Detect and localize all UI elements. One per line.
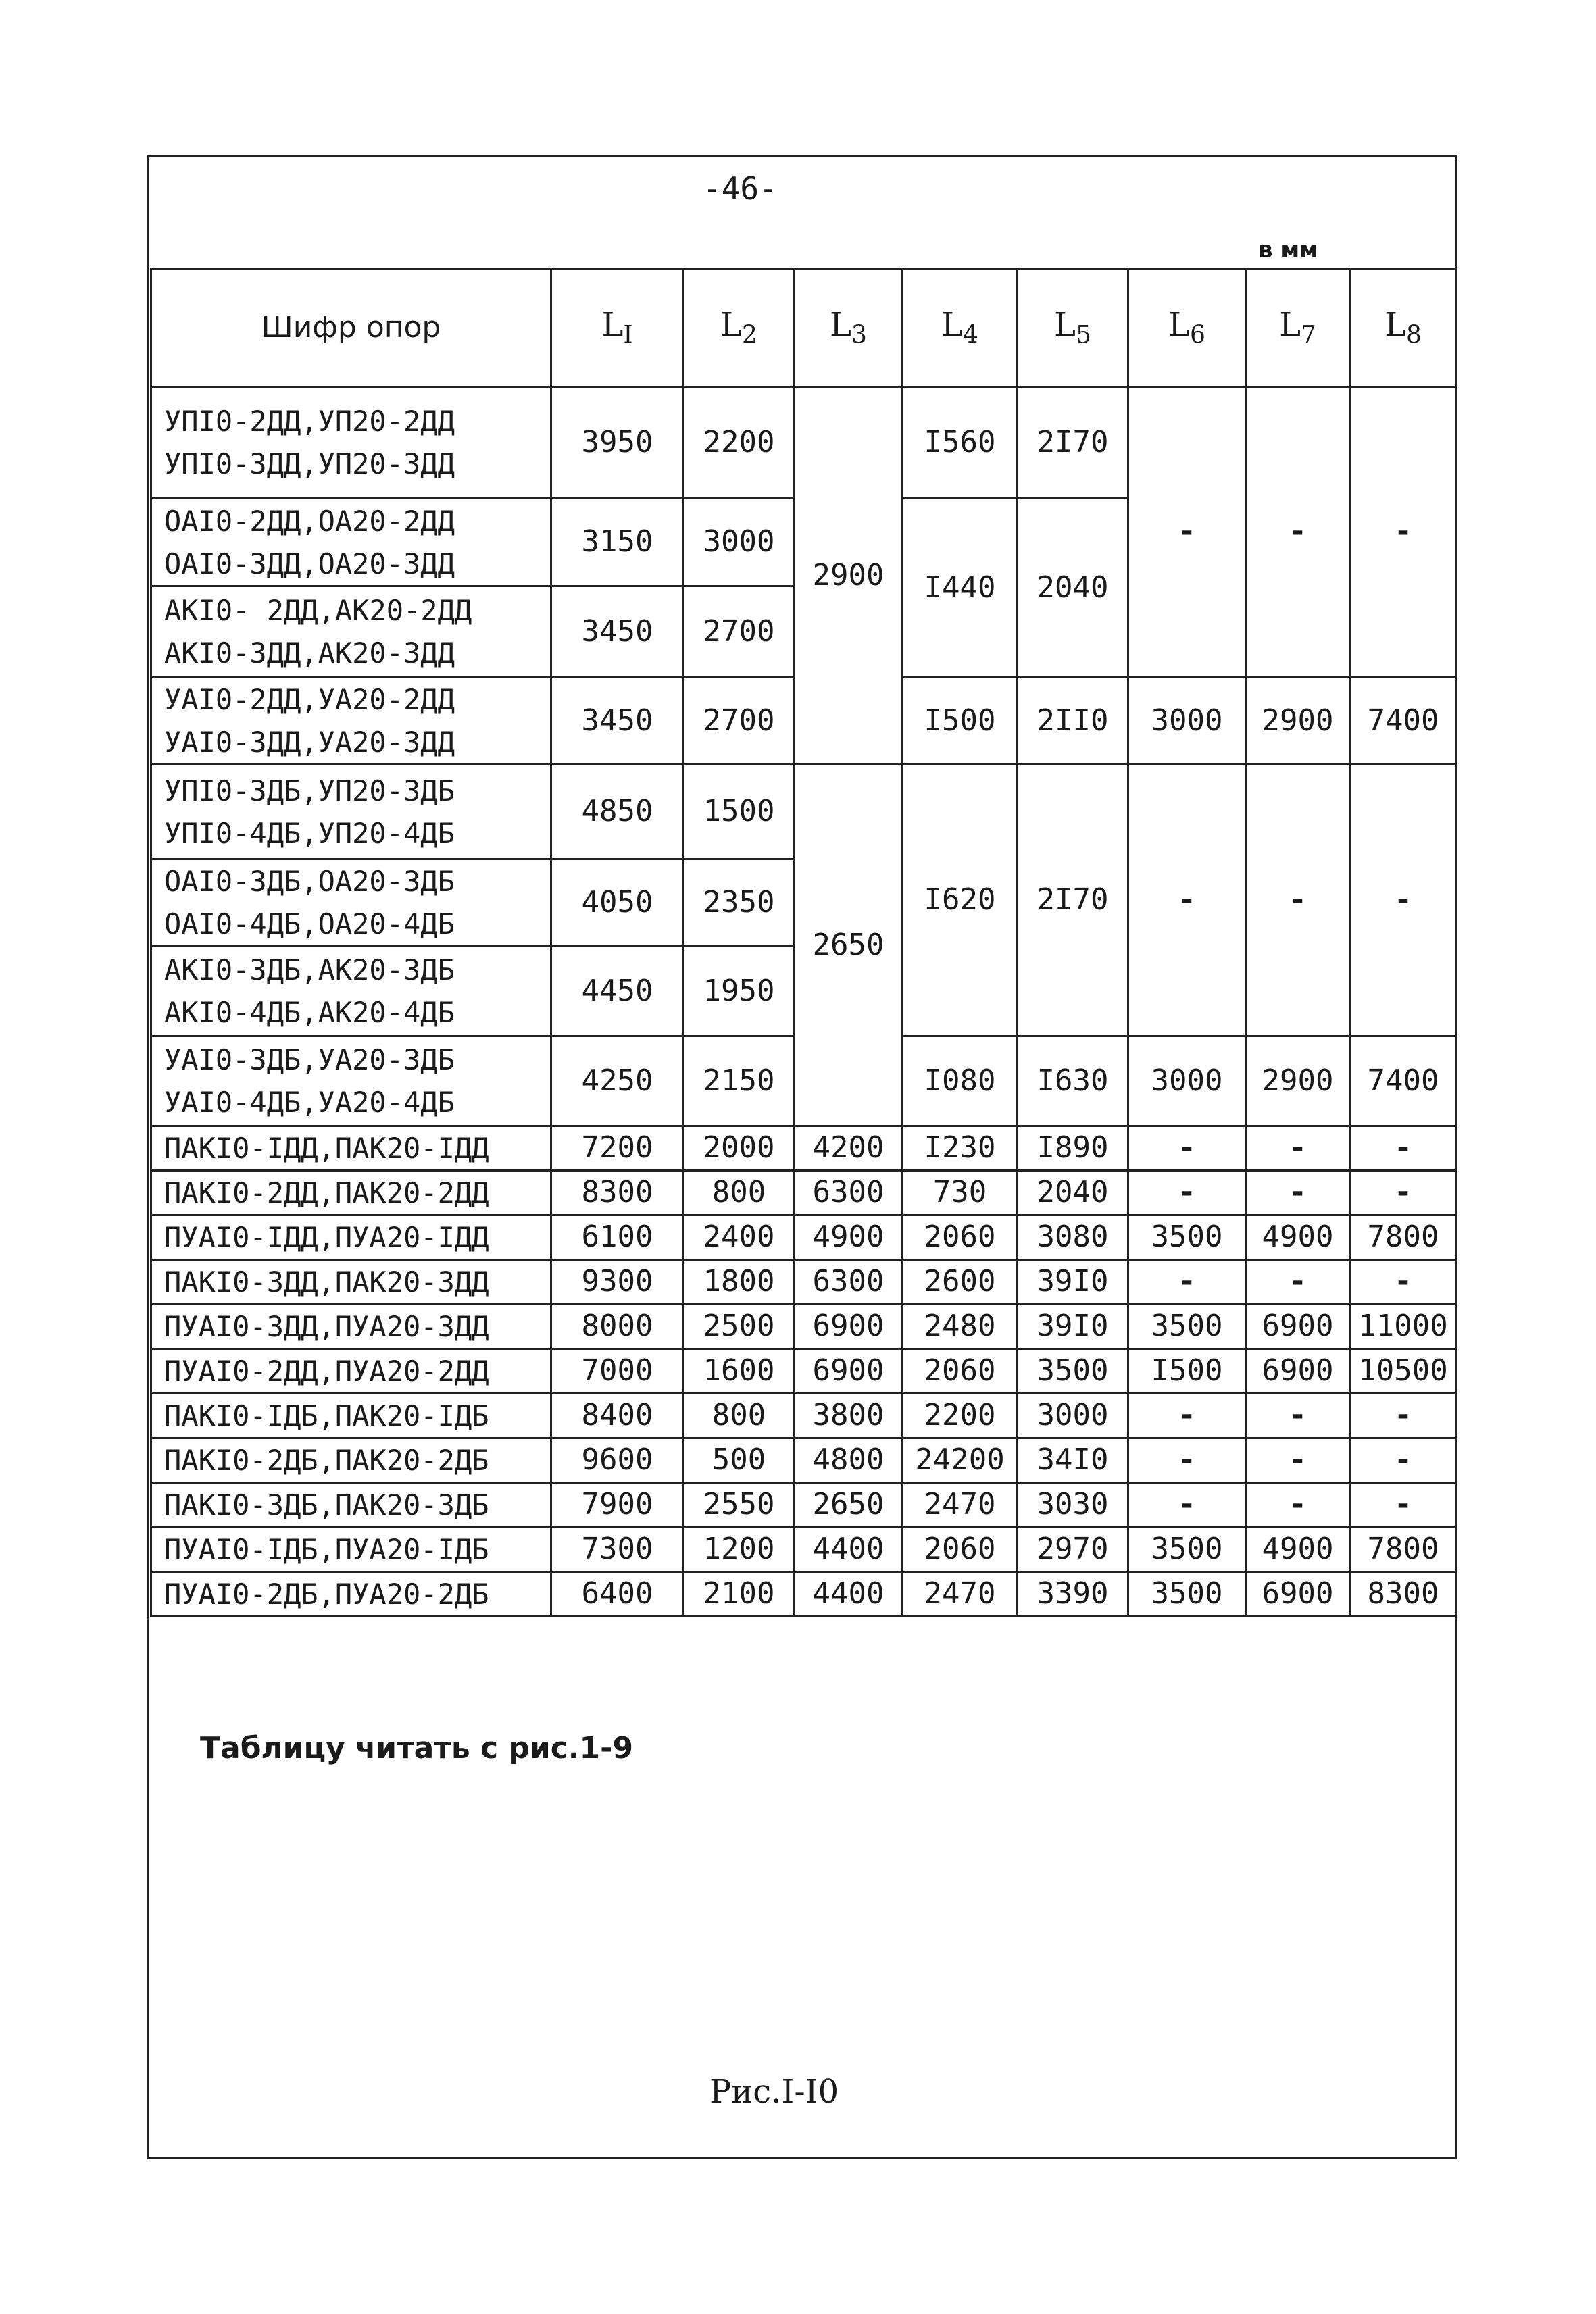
l5-cell: 2040 [1018,499,1128,678]
l6-cell: 3500 [1128,1528,1246,1572]
l2-cell: 2400 [684,1215,795,1260]
l1-cell: 7900 [551,1483,684,1528]
l1-cell: 4250 [551,1036,684,1126]
l1-cell: 4450 [551,947,684,1036]
table-row [151,1126,1457,1171]
l4-cell: I620 [903,765,1018,1036]
l2-cell: 2500 [684,1305,795,1349]
l2-cell: 500 [684,1438,795,1483]
single-line-rows [151,1126,1457,1617]
l2-cell: 1950 [684,947,795,1036]
l1-cell: 7000 [551,1349,684,1394]
code-cell: ПУАI0-2ДБ,ПУА20-2ДБ [151,1572,551,1617]
l4-cell: 2470 [903,1572,1018,1617]
l4-cell: 2060 [903,1528,1018,1572]
l2-cell: 2700 [684,678,795,765]
l1-cell: 6400 [551,1572,684,1617]
l6-cell: - [1128,1394,1246,1438]
dimensions-table [150,268,1457,1617]
l6-cell: 3000 [1128,678,1246,765]
l5-cell: 3500 [1018,1349,1128,1394]
table-row [151,387,1457,499]
table-row [151,1394,1457,1438]
l8-cell: - [1350,1394,1457,1438]
header-row [151,269,1457,387]
l6-cell: - [1128,387,1246,678]
l3-cell: 6900 [795,1305,903,1349]
l4-cell: 2470 [903,1483,1018,1528]
l6-cell: I500 [1128,1349,1246,1394]
l4-cell: 24200 [903,1438,1018,1483]
l6-cell: - [1128,765,1246,1036]
header-l5: $L_5$ [1018,269,1128,387]
l3-cell: 4800 [795,1438,903,1483]
l5-cell: 2II0 [1018,678,1128,765]
header-l2: $L_2$ [684,269,795,387]
l8-cell: - [1350,1260,1457,1305]
l7-cell: 6900 [1246,1305,1350,1349]
code-cell: ПУАI0-3ДД,ПУА20-3ДД [151,1305,551,1349]
l8-cell: - [1350,765,1457,1036]
header-l8: $L_8$ [1350,269,1457,387]
figure-caption: Рис.I-I0 [709,2073,839,2111]
l2-cell: 2550 [684,1483,795,1528]
l2-cell: 1200 [684,1528,795,1572]
l3-cell: 3800 [795,1394,903,1438]
l8-cell: - [1350,387,1457,678]
l4-cell: I080 [903,1036,1018,1126]
code-cell: ПУАI0-IДД,ПУА20-IДД [151,1215,551,1260]
l8-cell: 11000 [1350,1305,1457,1349]
l1-cell: 3150 [551,499,684,586]
l6-cell: - [1128,1438,1246,1483]
table-row [151,1572,1457,1617]
l3-cell: 4900 [795,1215,903,1260]
l5-cell: 3030 [1018,1483,1128,1528]
code-cell: ПАКI0-IДД,ПАК20-IДД [151,1126,551,1171]
units-label: в мм [1258,236,1318,263]
l6-cell: - [1128,1171,1246,1215]
l8-cell: 7800 [1350,1215,1457,1260]
l8-cell: - [1350,1171,1457,1215]
l5-cell: 3000 [1018,1394,1128,1438]
table-row [151,1171,1457,1215]
table-note: Таблицу читать с рис.1-9 [200,1731,633,1765]
l2-cell: 1500 [684,765,795,859]
l3-cell: 4400 [795,1528,903,1572]
l4-cell: 2200 [903,1394,1018,1438]
l7-cell: 6900 [1246,1349,1350,1394]
l2-cell: 1600 [684,1349,795,1394]
l7-cell: 2900 [1246,1036,1350,1126]
header-l6: $L_6$ [1128,269,1246,387]
l2-cell: 2150 [684,1036,795,1126]
code-cell: ПУАI0-2ДД,ПУА20-2ДД [151,1349,551,1394]
l5-cell: 34I0 [1018,1438,1128,1483]
code-cell: ОАI0-3ДБ,ОА20-3ДБ ОАI0-4ДБ,ОА20-4ДБ [151,859,551,947]
l1-cell: 9300 [551,1260,684,1305]
l4-cell: I500 [903,678,1018,765]
l3-cell: 4200 [795,1126,903,1171]
code-cell: УПI0-3ДБ,УП20-3ДБ УПI0-4ДБ,УП20-4ДБ [151,765,551,859]
l4-cell: I440 [903,499,1018,678]
l8-cell: 7400 [1350,678,1457,765]
table-row [151,1215,1457,1260]
l5-cell: 2970 [1018,1528,1128,1572]
l8-cell: - [1350,1438,1457,1483]
l5-cell: 2040 [1018,1171,1128,1215]
l7-cell: - [1246,1171,1350,1215]
l2-cell: 2200 [684,387,795,499]
l7-cell: 2900 [1246,678,1350,765]
l1-cell: 8000 [551,1305,684,1349]
table-row [151,1349,1457,1394]
l7-cell: 4900 [1246,1215,1350,1260]
l2-cell: 1800 [684,1260,795,1305]
code-cell: ПУАI0-IДБ,ПУА20-IДБ [151,1528,551,1572]
code-cell: УАI0-2ДД,УА20-2ДД УАI0-3ДД,УА20-3ДД [151,678,551,765]
l2-cell: 2350 [684,859,795,947]
l3-cell: 2900 [795,387,903,765]
l6-cell: - [1128,1260,1246,1305]
l7-cell: - [1246,1394,1350,1438]
table-row [151,1260,1457,1305]
code-cell: ПАКI0-3ДБ,ПАК20-3ДБ [151,1483,551,1528]
l8-cell: - [1350,1126,1457,1171]
code-cell: АКI0- 2ДД,АК20-2ДД АКI0-3ДД,АК20-3ДД [151,586,551,678]
header-code: Шифр опор [151,269,551,387]
l4-cell: I560 [903,387,1018,499]
table-row [151,1305,1457,1349]
l7-cell: - [1246,1438,1350,1483]
l7-cell: - [1246,1126,1350,1171]
l2-cell: 800 [684,1394,795,1438]
l5-cell: I890 [1018,1126,1128,1171]
l4-cell: 2480 [903,1305,1018,1349]
table-row [151,1438,1457,1483]
table-row [151,1528,1457,1572]
l6-cell: 3500 [1128,1572,1246,1617]
l1-cell: 8400 [551,1394,684,1438]
code-cell: АКI0-3ДБ,АК20-3ДБ АКI0-4ДБ,АК20-4ДБ [151,947,551,1036]
l6-cell: - [1128,1126,1246,1171]
header-l7: $L_7$ [1246,269,1350,387]
l4-cell: 2600 [903,1260,1018,1305]
l1-cell: 4850 [551,765,684,859]
l5-cell: 2I70 [1018,387,1128,499]
l3-cell: 2650 [795,1483,903,1528]
l2-cell: 2100 [684,1572,795,1617]
header-l3: $L_3$ [795,269,903,387]
l2-cell: 3000 [684,499,795,586]
l6-cell: 3500 [1128,1305,1246,1349]
l2-cell: 2000 [684,1126,795,1171]
l1-cell: 3450 [551,586,684,678]
code-cell: ПАКI0-2ДБ,ПАК20-2ДБ [151,1438,551,1483]
l5-cell: 39I0 [1018,1260,1128,1305]
l5-cell: 3080 [1018,1215,1128,1260]
l7-cell: 6900 [1246,1572,1350,1617]
l4-cell: I230 [903,1126,1018,1171]
l1-cell: 4050 [551,859,684,947]
l5-cell: 3390 [1018,1572,1128,1617]
l5-cell: I630 [1018,1036,1128,1126]
l8-cell: 8300 [1350,1572,1457,1617]
table-row [151,765,1457,859]
l7-cell: - [1246,1260,1350,1305]
l1-cell: 6100 [551,1215,684,1260]
l3-cell: 6300 [795,1171,903,1215]
l2-cell: 800 [684,1171,795,1215]
header-l1: $L_I$ [551,269,684,387]
l3-cell: 2650 [795,765,903,1126]
l8-cell: - [1350,1483,1457,1528]
l8-cell: 10500 [1350,1349,1457,1394]
code-cell: УПI0-2ДД,УП20-2ДД УПI0-3ДД,УП20-3ДД [151,387,551,499]
l7-cell: - [1246,765,1350,1036]
l1-cell: 7300 [551,1528,684,1572]
page-number: -46- [703,170,778,207]
table-row [151,1483,1457,1528]
l7-cell: - [1246,387,1350,678]
l3-cell: 6300 [795,1260,903,1305]
code-cell: ПАКI0-IДБ,ПАК20-IДБ [151,1394,551,1438]
header-l4: $L_4$ [903,269,1018,387]
l7-cell: - [1246,1483,1350,1528]
l4-cell: 730 [903,1171,1018,1215]
code-cell: ПАКI0-2ДД,ПАК20-2ДД [151,1171,551,1215]
l5-cell: 39I0 [1018,1305,1128,1349]
l6-cell: 3000 [1128,1036,1246,1126]
l3-cell: 4400 [795,1572,903,1617]
l4-cell: 2060 [903,1349,1018,1394]
l8-cell: 7800 [1350,1528,1457,1572]
l4-cell: 2060 [903,1215,1018,1260]
l8-cell: 7400 [1350,1036,1457,1126]
code-cell: ПАКI0-3ДД,ПАК20-3ДД [151,1260,551,1305]
l3-cell: 6900 [795,1349,903,1394]
l1-cell: 7200 [551,1126,684,1171]
l7-cell: 4900 [1246,1528,1350,1572]
l6-cell: 3500 [1128,1215,1246,1260]
l1-cell: 9600 [551,1438,684,1483]
l1-cell: 8300 [551,1171,684,1215]
l6-cell: - [1128,1483,1246,1528]
l2-cell: 2700 [684,586,795,678]
l1-cell: 3950 [551,387,684,499]
l1-cell: 3450 [551,678,684,765]
code-cell: УАI0-3ДБ,УА20-3ДБ УАI0-4ДБ,УА20-4ДБ [151,1036,551,1126]
l5-cell: 2I70 [1018,765,1128,1036]
code-cell: ОАI0-2ДД,ОА20-2ДД ОАI0-3ДД,ОА20-3ДД [151,499,551,586]
